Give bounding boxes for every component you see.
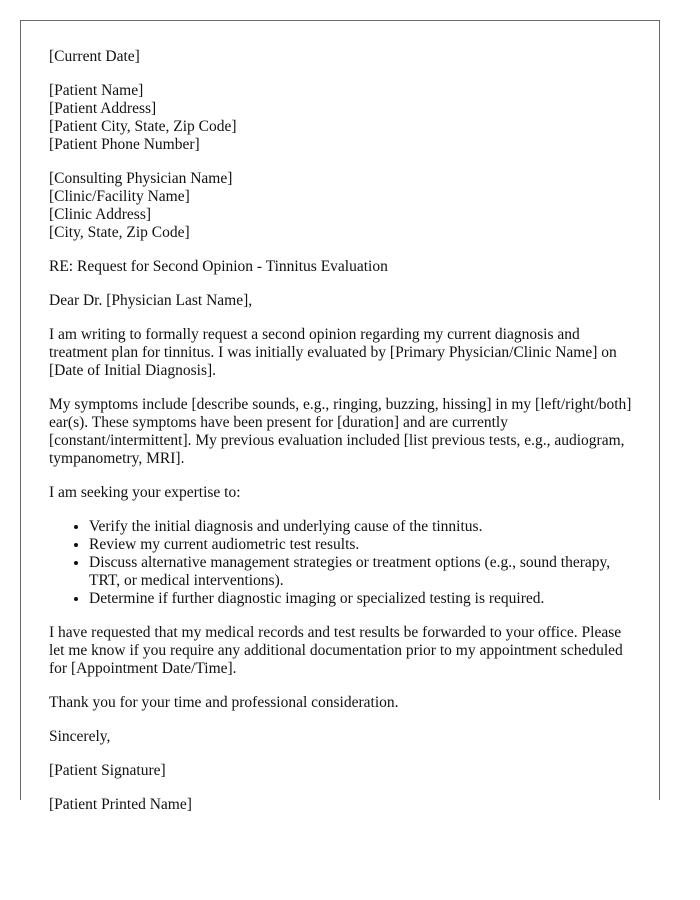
- list-item: • Verify the initial diagnosis and underlying cause of the tinnitus.: [89, 518, 639, 536]
- signature: [Patient Signature]: [49, 762, 166, 779]
- salutation: Dear Dr. [Physician Last Name],: [49, 292, 253, 309]
- list-item: • Discuss alternative management strategies or treatment options (e.g., sound therapy, TRT, or medical interventions).: [89, 554, 639, 590]
- current-date: [Current Date]: [49, 48, 140, 65]
- letter-body: [49, 48, 639, 830]
- patient-address: [Patient Address]: [49, 100, 157, 117]
- paragraph-records: I have requested that my medical records and test results be forwarded to your office. Please let me know if you require any additional documentation prior to my appointment scheduled for [Appointment Date/Time].: [49, 624, 623, 677]
- patient-name: [Patient Name]: [49, 82, 144, 99]
- patient-city-state-zip: [Patient City, State, Zip Code]: [49, 118, 237, 135]
- date-block: [49, 48, 639, 66]
- subject-line: RE: Request for Second Opinion - Tinnitus Evaluation: [49, 258, 388, 275]
- patient-address-block: [49, 82, 639, 154]
- clinic-address: [Clinic Address]: [49, 206, 152, 223]
- letter-page: [20, 20, 660, 813]
- patient-phone: [Patient Phone Number]: [49, 136, 200, 153]
- list-item: • Determine if further diagnostic imaging or specialized testing is required.: [89, 590, 639, 608]
- clinic-city-state-zip: [City, State, Zip Code]: [49, 224, 190, 241]
- paragraph-symptoms: My symptoms include [describe sounds, e.g., ringing, buzzing, hissing] in my [left/right/both] ear(s). These symptoms have been present for [duration] and are currently [constant/intermittent]. My previous evaluation included [list previous tests, e.g., audiogram, tympanometry, MRI].: [49, 396, 632, 467]
- expertise-intro: I am seeking your expertise to:: [49, 484, 241, 501]
- printed-name: [Patient Printed Name]: [49, 796, 192, 813]
- list-item: • Review my current audiometric test results.: [89, 536, 639, 554]
- physician-name: [Consulting Physician Name]: [49, 170, 233, 187]
- thanks-line: Thank you for your time and professional consideration.: [49, 694, 399, 711]
- closing: Sincerely,: [49, 728, 111, 745]
- expertise-list: [49, 518, 639, 608]
- clinic-name: [Clinic/Facility Name]: [49, 188, 190, 205]
- paragraph-intro: I am writing to formally request a second opinion regarding my current diagnosis and treatment plan for tinnitus. I was initially evaluated by [Primary Physician/Clinic Name] on [Date of Initial Diagnosis].: [49, 326, 617, 379]
- recipient-address-block: [49, 170, 639, 242]
